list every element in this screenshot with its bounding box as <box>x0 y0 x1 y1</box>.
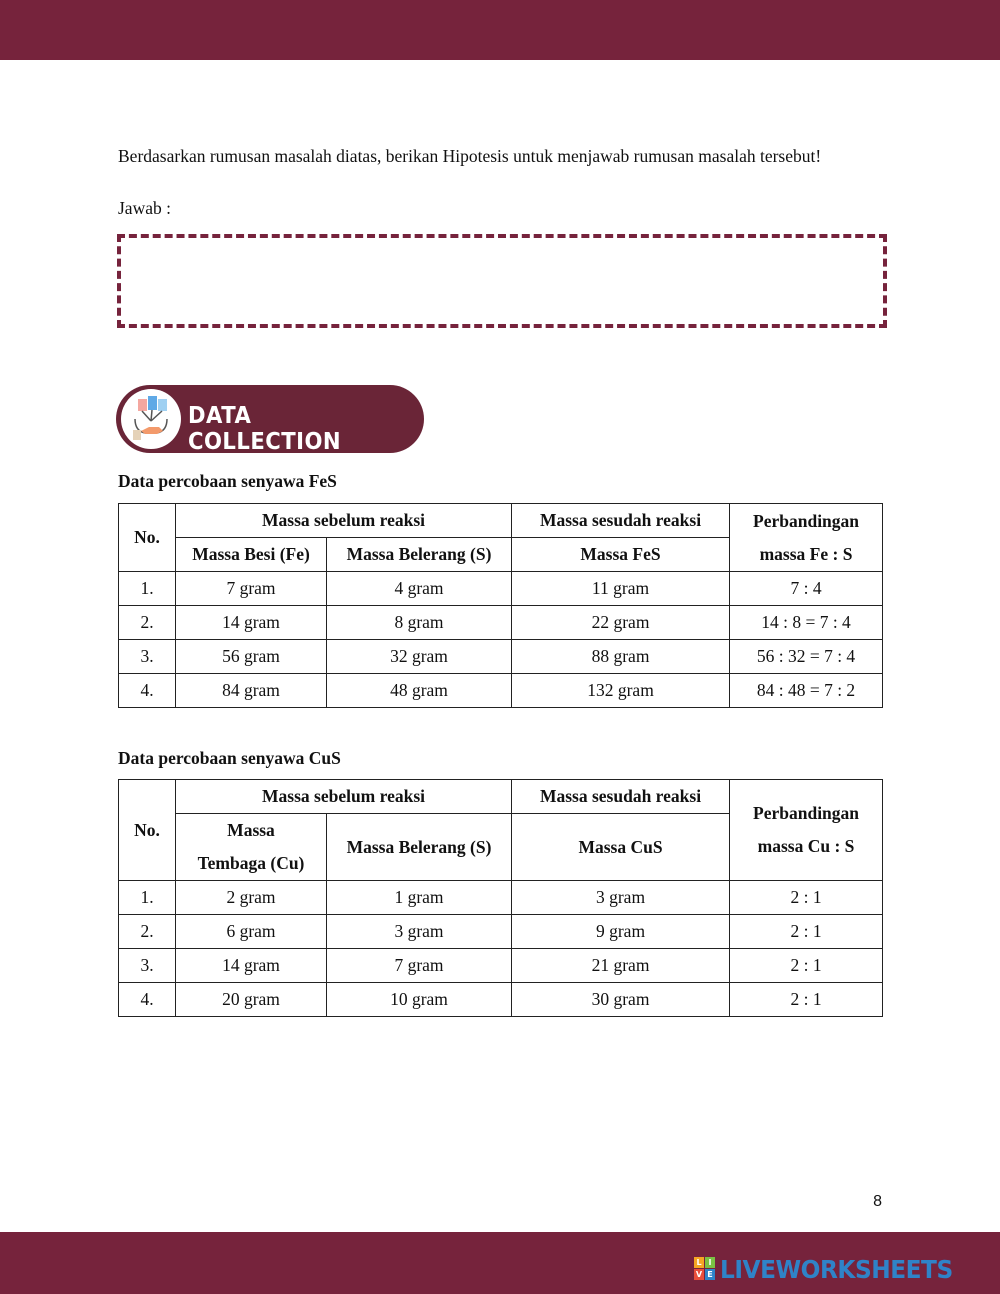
cell-no: 1. <box>119 572 176 606</box>
cell-mass-fe: 14 gram <box>176 606 327 640</box>
cell-no: 4. <box>119 674 176 708</box>
cell-mass-s: 7 gram <box>327 949 512 983</box>
cell-mass-s: 8 gram <box>327 606 512 640</box>
table-row <box>119 640 883 674</box>
cell-mass-s: 32 gram <box>327 640 512 674</box>
header-mass-cu-line1: Massa <box>227 820 275 840</box>
header-mass-cus: Massa CuS <box>512 814 730 881</box>
header-before: Massa sebelum reaksi <box>176 504 512 538</box>
table-row <box>119 674 883 708</box>
table-row <box>119 949 883 983</box>
cell-ratio: 2 : 1 <box>730 915 883 949</box>
cell-mass-s: 1 gram <box>327 881 512 915</box>
cell-mass-product: 11 gram <box>512 572 730 606</box>
question-text: Berdasarkan rumusan masalah diatas, berikan Hipotesis untuk menjawab rumusan masalah tersebut! <box>118 146 822 166</box>
table-row <box>119 915 883 949</box>
cell-no: 1. <box>119 881 176 915</box>
logo-tile: I <box>705 1257 715 1268</box>
header-mass-fes: Massa FeS <box>512 538 730 572</box>
cell-mass-s: 48 gram <box>327 674 512 708</box>
cell-no: 4. <box>119 983 176 1017</box>
cell-mass-s: 10 gram <box>327 983 512 1017</box>
cell-no: 2. <box>119 606 176 640</box>
section-title: DATA COLLECTION <box>188 403 342 455</box>
cus-table <box>118 779 883 1017</box>
logo-tile: E <box>705 1269 715 1280</box>
fes-table <box>118 503 883 708</box>
cell-mass-cu: 6 gram <box>176 915 327 949</box>
fes-table-title: Data percobaan senyawa FeS <box>118 471 337 491</box>
cell-mass-product: 132 gram <box>512 674 730 708</box>
cell-ratio: 2 : 1 <box>730 949 883 983</box>
answer-input-box[interactable] <box>117 234 887 328</box>
cell-mass-s: 3 gram <box>327 915 512 949</box>
cell-no: 3. <box>119 640 176 674</box>
header-after: Massa sesudah reaksi <box>512 780 730 814</box>
cell-mass-product: 22 gram <box>512 606 730 640</box>
logo-tile: L <box>694 1257 704 1268</box>
cell-mass-product: 9 gram <box>512 915 730 949</box>
cell-ratio: 84 : 48 = 7 : 2 <box>730 674 883 708</box>
cell-no: 3. <box>119 949 176 983</box>
cus-table-title: Data percobaan senyawa CuS <box>118 748 341 768</box>
header-no: No. <box>119 504 176 572</box>
header-ratio <box>730 504 883 572</box>
cell-mass-s: 4 gram <box>327 572 512 606</box>
cell-mass-fe: 84 gram <box>176 674 327 708</box>
header-ratio <box>730 780 883 881</box>
table-row <box>119 572 883 606</box>
header-bar <box>0 0 1000 60</box>
cell-ratio: 2 : 1 <box>730 881 883 915</box>
cell-no: 2. <box>119 915 176 949</box>
logo-tiles-icon <box>694 1257 716 1281</box>
cell-ratio: 56 : 32 = 7 : 4 <box>730 640 883 674</box>
cell-ratio: 2 : 1 <box>730 983 883 1017</box>
header-before: Massa sebelum reaksi <box>176 780 512 814</box>
cell-mass-product: 88 gram <box>512 640 730 674</box>
section-badge <box>116 385 424 453</box>
header-mass-s: Massa Belerang (S) <box>327 814 512 881</box>
cell-mass-cu: 2 gram <box>176 881 327 915</box>
header-ratio-line2: massa Fe : S <box>759 543 853 564</box>
cell-ratio: 7 : 4 <box>730 572 883 606</box>
header-mass-fe: Massa Besi (Fe) <box>176 538 327 572</box>
cell-mass-product: 21 gram <box>512 949 730 983</box>
header-mass-cu <box>176 814 327 881</box>
header-after: Massa sesudah reaksi <box>512 504 730 538</box>
table-row <box>119 606 883 640</box>
header-ratio-line1: Perbandingan <box>753 803 860 823</box>
cell-mass-fe: 7 gram <box>176 572 327 606</box>
cell-mass-fe: 56 gram <box>176 640 327 674</box>
header-ratio-line2: massa Cu : S <box>757 836 855 856</box>
header-mass-s: Massa Belerang (S) <box>327 538 512 572</box>
logo-tile: V <box>695 1270 703 1279</box>
table-row <box>119 881 883 915</box>
table-row <box>119 983 883 1017</box>
header-no: No. <box>119 780 176 881</box>
data-collection-icon <box>121 389 181 449</box>
cell-mass-cu: 14 gram <box>176 949 327 983</box>
cell-mass-cu: 20 gram <box>176 983 327 1017</box>
cell-mass-product: 30 gram <box>512 983 730 1017</box>
logo-text: LIVEWORKSHEETS <box>720 1255 953 1284</box>
header-ratio-line1: Perbandingan <box>753 510 860 531</box>
cell-ratio: 14 : 8 = 7 : 4 <box>730 606 883 640</box>
page-number: 8 <box>873 1193 882 1210</box>
header-mass-cu-line2: Tembaga (Cu) <box>197 853 305 873</box>
answer-label: Jawab : <box>118 198 171 218</box>
cell-mass-product: 3 gram <box>512 881 730 915</box>
